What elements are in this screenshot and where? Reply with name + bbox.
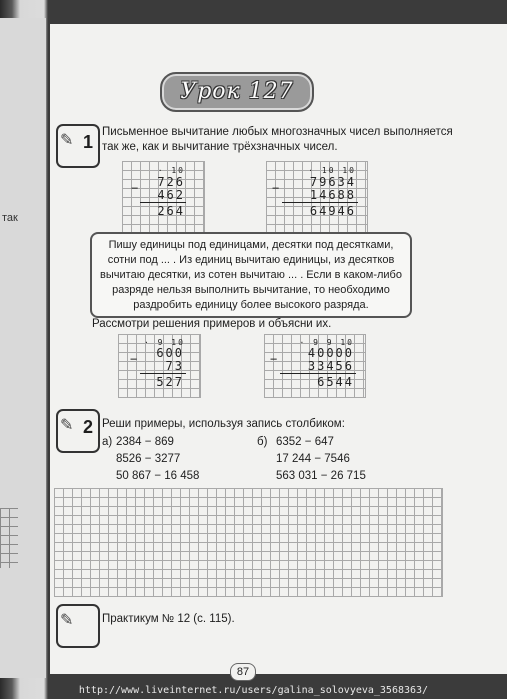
rule-box bbox=[90, 232, 412, 318]
example-c-minuend: 600 bbox=[156, 346, 184, 360]
task-2-a-1: 2384 − 869 bbox=[116, 436, 174, 448]
task-2-b-3: 563 031 − 26 715 bbox=[276, 470, 366, 482]
task-2-badge bbox=[56, 409, 100, 453]
task-2-col-a-label: а) bbox=[102, 436, 113, 448]
rule-line-5: раздробить единицу более высокого разряда. bbox=[133, 299, 369, 311]
task-2-col-b-label: б) bbox=[257, 436, 268, 448]
task-1-number: 1 bbox=[82, 132, 93, 152]
example-d-borrow: · 9 9 10 bbox=[299, 338, 354, 347]
left-page-edge bbox=[0, 18, 46, 678]
practicum-reference: Практикум № 12 (с. 115). bbox=[102, 613, 235, 625]
owl-icon: ✎ bbox=[60, 417, 74, 434]
task-1-badge bbox=[56, 124, 100, 168]
task-1-line-2: так же, как и вычитание трёхзначных чисел. bbox=[102, 141, 338, 153]
task-2-a-2: 8526 − 3277 bbox=[116, 453, 181, 465]
example-c-minus-sign: − bbox=[130, 352, 140, 366]
task-2-prompt: Реши примеры, используя запись столбиком: bbox=[102, 418, 345, 430]
page-number: 87 bbox=[230, 663, 256, 681]
example-a-subtrahend: 462 bbox=[157, 188, 185, 202]
rule-line-2: сотни под ... . Из единиц вычитаю единицы, из десятков bbox=[107, 254, 395, 266]
example-c-subtrahend: 73 bbox=[165, 359, 184, 373]
example-d-subtrahend: 33456 bbox=[307, 359, 354, 373]
example-d-minuend: 40000 bbox=[307, 346, 354, 360]
example-a-minuend: 726 bbox=[157, 175, 185, 189]
example-a-minus-sign: − bbox=[131, 181, 141, 195]
example-b-line bbox=[282, 202, 358, 203]
left-page-grid bbox=[0, 508, 18, 568]
example-c-line bbox=[140, 373, 186, 374]
textbook-page bbox=[50, 24, 507, 674]
left-page-text-fragment: так bbox=[2, 212, 18, 224]
task-2-b-1: 6352 − 647 bbox=[276, 436, 334, 448]
example-b-minus-sign: − bbox=[272, 181, 282, 195]
task-2-number: 2 bbox=[82, 417, 93, 437]
answer-grid bbox=[54, 488, 443, 597]
rule-line-1: Пишу единицы под единицами, десятки под десятками, bbox=[108, 239, 394, 251]
example-d-result: 6544 bbox=[317, 375, 354, 389]
example-b-result: 64946 bbox=[309, 204, 356, 218]
lesson-title: Урок 127 bbox=[180, 79, 294, 104]
example-c-borrow: · 9 10 bbox=[144, 338, 185, 347]
practicum-badge bbox=[56, 604, 100, 648]
example-d-minus-sign: − bbox=[270, 352, 280, 366]
owl-icon: ✎ bbox=[60, 612, 74, 629]
example-b-minuend: 79634 bbox=[309, 175, 356, 189]
example-c-result: 527 bbox=[156, 375, 184, 389]
footer-url: http://www.liveinternet.ru/users/galina_solovyeva_3568363/ bbox=[78, 685, 429, 696]
task-1-prompt: Рассмотри решения примеров и объясни их. bbox=[92, 318, 332, 330]
rule-line-4: разряде нельзя выполнить вычитание, то необходимо bbox=[112, 284, 390, 296]
example-a-result: 264 bbox=[157, 204, 185, 218]
task-2-a-3: 50 867 − 16 458 bbox=[116, 470, 200, 482]
task-2-b-2: 17 244 − 7546 bbox=[276, 453, 350, 465]
example-b-borrow: · 10 10 bbox=[308, 166, 356, 175]
example-d-line bbox=[280, 373, 356, 374]
example-a-borrow: · 10 bbox=[157, 166, 185, 175]
example-a-line bbox=[140, 202, 186, 203]
rule-line-3: вычитаю десятки, из сотен вычитаю ... . Если в каком-либо bbox=[100, 269, 402, 281]
owl-icon: ✎ bbox=[60, 132, 74, 149]
example-b-subtrahend: 14688 bbox=[309, 188, 356, 202]
lesson-banner bbox=[160, 72, 314, 112]
task-1-line-1: Письменное вычитание любых многозначных чисел выполняется bbox=[102, 126, 453, 138]
